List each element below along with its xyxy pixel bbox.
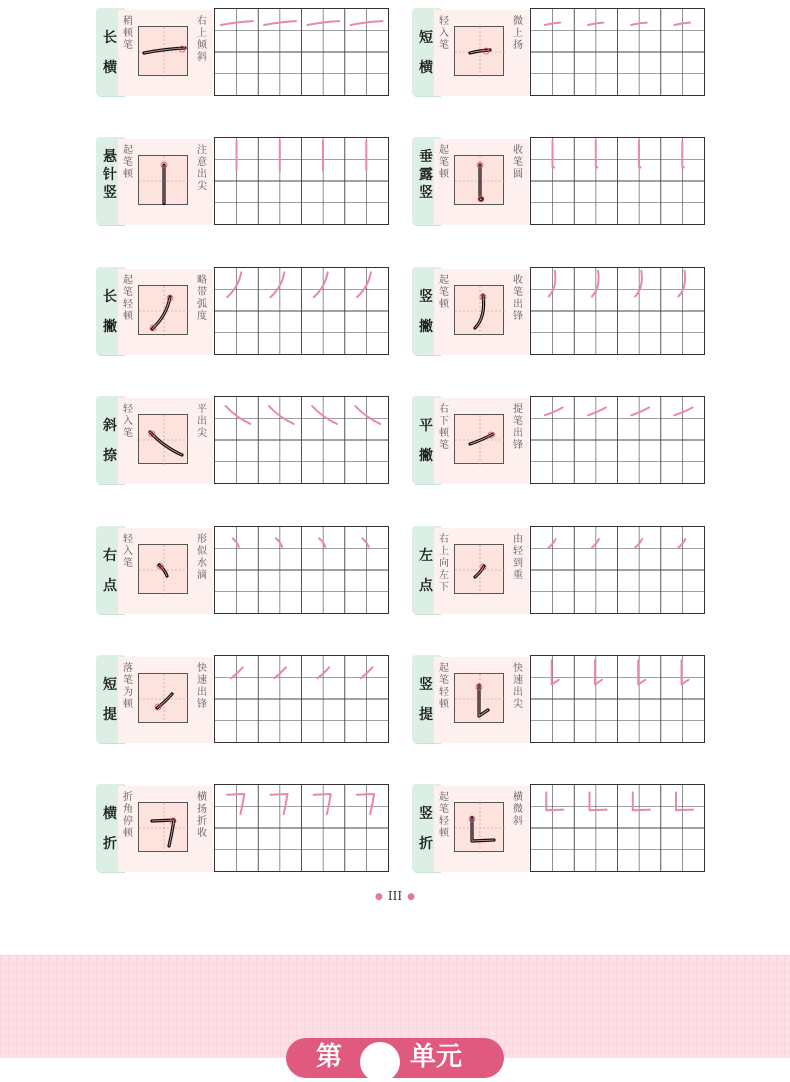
trace-stroke <box>233 538 239 547</box>
demo-stroke-icon <box>455 156 505 206</box>
left-note: 起笔轻顿 <box>439 792 449 839</box>
practice-grid[interactable] <box>530 137 705 225</box>
stroke-block <box>96 396 391 484</box>
left-note: 折角停顿 <box>123 792 133 839</box>
demo-stroke-icon <box>455 27 505 77</box>
stroke-name-char: 悬 <box>103 149 117 165</box>
stroke-block <box>412 8 707 96</box>
demo-area <box>118 657 213 743</box>
trace-stroke <box>355 406 380 424</box>
trace-stroke <box>545 408 563 416</box>
trace-stroke <box>319 538 325 547</box>
demo-area <box>434 10 529 96</box>
stroke-name-char: 横 <box>419 60 433 76</box>
left-note: 起笔顿 <box>439 145 449 180</box>
practice-grid[interactable] <box>530 396 705 484</box>
demo-grid-box <box>138 544 188 594</box>
banner-left-text: 第 <box>316 1042 343 1072</box>
stroke-block <box>96 655 391 743</box>
right-note: 微上扬 <box>513 16 523 51</box>
practice-grid-lines <box>215 397 388 483</box>
practice-grid[interactable] <box>214 396 389 484</box>
trace-stroke <box>635 271 642 297</box>
practice-grid[interactable] <box>214 526 389 614</box>
dot-icon: ● <box>407 892 415 902</box>
left-note: 起笔顿 <box>439 275 449 310</box>
trace-stroke <box>676 792 693 810</box>
stroke-name-char: 竖 <box>419 677 433 693</box>
demo-stroke-icon <box>139 156 189 206</box>
banner-right-text: 单元 <box>410 1042 463 1072</box>
right-note: 快速出尖 <box>513 663 523 710</box>
stroke-name-char: 针 <box>103 167 117 183</box>
left-note: 起笔轻顿 <box>439 663 449 710</box>
demo-area <box>434 139 529 225</box>
trace-stroke <box>631 408 649 416</box>
demo-grid-box <box>138 26 188 76</box>
demo-area <box>118 528 213 614</box>
trace-stroke <box>592 539 599 548</box>
trace-stroke <box>590 792 607 810</box>
trace-stroke <box>596 141 598 168</box>
trace-stroke <box>639 141 641 168</box>
right-note: 横微斜 <box>513 792 523 827</box>
right-note: 右上倾斜 <box>197 16 207 63</box>
practice-grid[interactable] <box>214 137 389 225</box>
stroke-block <box>96 267 391 355</box>
stroke-name-char: 点 <box>103 578 117 594</box>
demo-grid-box <box>454 802 504 852</box>
trace-stroke <box>357 794 374 814</box>
practice-grid-lines <box>215 785 388 871</box>
stroke-name-char: 长 <box>103 289 117 305</box>
page-number-text: III <box>387 889 403 903</box>
stroke-block <box>96 784 391 872</box>
trace-stroke <box>549 271 556 297</box>
stroke-path <box>152 297 170 329</box>
stroke-name-char: 撇 <box>419 319 433 335</box>
stroke-name-char: 竖 <box>419 806 433 822</box>
practice-grid-lines <box>531 138 704 224</box>
page-number <box>0 889 790 903</box>
stroke-name-char: 竖 <box>419 289 433 305</box>
left-note: 落笔为顿 <box>123 663 133 710</box>
practice-grid-lines <box>531 268 704 354</box>
trace-stroke <box>276 538 282 547</box>
right-note: 收笔出锋 <box>513 275 523 322</box>
right-note: 平出尖 <box>197 404 207 439</box>
trace-stroke <box>546 792 563 810</box>
right-note: 横扬折收 <box>197 792 207 839</box>
demo-grid-box <box>138 673 188 723</box>
stroke-name-char: 竖 <box>419 185 433 201</box>
trace-stroke <box>312 406 337 424</box>
stroke-name-char: 点 <box>419 578 433 594</box>
practice-grid-lines <box>215 9 388 95</box>
demo-grid-box <box>138 802 188 852</box>
left-note: 轻入笔 <box>439 16 449 51</box>
left-note: 轻入笔 <box>123 404 133 439</box>
demo-stroke-icon <box>139 27 189 77</box>
demo-stroke-icon <box>139 286 189 336</box>
unit-banner <box>286 1038 504 1078</box>
demo-grid-box <box>138 155 188 205</box>
left-note: 起笔轻顿 <box>123 275 133 322</box>
demo-stroke-icon <box>455 674 505 724</box>
demo-grid-box <box>454 673 504 723</box>
demo-stroke-icon <box>139 545 189 595</box>
right-note: 快速出锋 <box>197 663 207 710</box>
demo-grid-box <box>454 285 504 335</box>
stroke-block <box>96 137 391 225</box>
left-note: 右上向左下 <box>439 534 449 593</box>
demo-grid-box <box>454 414 504 464</box>
trace-stroke <box>588 408 606 416</box>
trace-stroke <box>362 538 368 547</box>
stroke-name-char: 竖 <box>103 185 117 201</box>
stroke-name-char: 横 <box>103 60 117 76</box>
demo-area <box>434 786 529 872</box>
trace-stroke <box>227 794 244 814</box>
right-note: 提笔出锋 <box>513 404 523 451</box>
demo-area <box>434 657 529 743</box>
left-note: 轻入笔 <box>123 534 133 569</box>
stroke-block <box>412 137 707 225</box>
stroke-block <box>412 267 707 355</box>
demo-grid-box <box>138 285 188 335</box>
stroke-block <box>412 396 707 484</box>
demo-stroke-icon <box>455 545 505 595</box>
trace-stroke <box>314 794 331 814</box>
practice-grid-lines <box>531 656 704 742</box>
trace-stroke <box>226 406 251 424</box>
stroke-name-char: 右 <box>103 548 117 564</box>
stroke-path <box>152 820 174 846</box>
demo-grid-box <box>454 155 504 205</box>
stroke-name-char: 捺 <box>103 448 117 464</box>
right-note: 由轻到重 <box>513 534 523 581</box>
stroke-block <box>412 526 707 614</box>
trace-stroke <box>314 272 328 297</box>
left-note: 右下顿笔 <box>439 404 449 451</box>
stroke-name-char: 提 <box>103 707 117 723</box>
demo-area <box>118 398 213 484</box>
stroke-name-char: 短 <box>103 677 117 693</box>
stroke-block <box>96 8 391 96</box>
practice-grid-lines <box>215 268 388 354</box>
demo-area <box>118 10 213 96</box>
stroke-name-char: 垂 <box>419 149 433 165</box>
left-note: 起笔顿 <box>123 145 133 180</box>
stroke-name-char: 折 <box>419 836 433 852</box>
demo-stroke-icon <box>139 803 189 853</box>
demo-grid-box <box>138 414 188 464</box>
practice-grid-lines <box>531 397 704 483</box>
demo-area <box>118 139 213 225</box>
practice-grid-lines <box>215 527 388 613</box>
banner-circle <box>360 1042 400 1082</box>
stroke-name-char: 短 <box>419 30 433 46</box>
stroke-name-char: 平 <box>419 418 433 434</box>
trace-stroke <box>678 539 685 548</box>
trace-stroke <box>357 272 371 297</box>
practice-grid-lines <box>531 9 704 95</box>
demo-area <box>434 269 529 355</box>
trace-stroke <box>269 406 294 424</box>
trace-stroke <box>678 271 685 297</box>
trace-stroke <box>635 539 642 548</box>
stroke-name-char: 露 <box>419 167 433 183</box>
demo-stroke-icon <box>139 415 189 465</box>
stroke-block <box>412 655 707 743</box>
stroke-path <box>472 818 494 841</box>
practice-grid[interactable] <box>530 8 705 96</box>
trace-stroke <box>553 141 555 168</box>
practice-grid[interactable] <box>530 784 705 872</box>
right-note: 形似水滴 <box>197 534 207 581</box>
practice-grid[interactable] <box>530 526 705 614</box>
practice-grid[interactable] <box>214 8 389 96</box>
demo-area <box>434 528 529 614</box>
practice-grid-lines <box>215 138 388 224</box>
demo-stroke-icon <box>139 674 189 724</box>
demo-stroke-icon <box>455 415 505 465</box>
demo-stroke-icon <box>455 286 505 336</box>
trace-stroke <box>227 272 241 297</box>
left-note: 稍顿笔 <box>123 16 133 51</box>
demo-stroke-icon <box>455 803 505 853</box>
demo-area <box>434 398 529 484</box>
practice-grid[interactable] <box>530 267 705 355</box>
trace-stroke <box>592 271 599 297</box>
stroke-name-char: 横 <box>103 806 117 822</box>
stroke-name-char: 撇 <box>103 319 117 335</box>
trace-stroke <box>270 794 287 814</box>
stroke-block <box>96 526 391 614</box>
stroke-name-char: 折 <box>103 836 117 852</box>
trace-stroke <box>633 792 650 810</box>
stroke-name-char: 提 <box>419 707 433 723</box>
right-note: 收笔圆 <box>513 145 523 180</box>
demo-grid-box <box>454 544 504 594</box>
practice-grid[interactable] <box>214 784 389 872</box>
practice-grid-lines <box>215 656 388 742</box>
practice-grid[interactable] <box>530 655 705 743</box>
dot-icon: ● <box>375 892 383 902</box>
practice-grid-lines <box>531 527 704 613</box>
practice-grid[interactable] <box>214 655 389 743</box>
practice-grid-lines <box>531 785 704 871</box>
stroke-block <box>412 784 707 872</box>
demo-area <box>118 269 213 355</box>
stroke-name-char: 撇 <box>419 448 433 464</box>
practice-grid[interactable] <box>214 267 389 355</box>
trace-stroke <box>270 272 284 297</box>
trace-stroke <box>549 539 556 548</box>
demo-grid-box <box>454 26 504 76</box>
demo-area <box>118 786 213 872</box>
trace-stroke <box>674 408 692 416</box>
stroke-name-char: 长 <box>103 30 117 46</box>
right-note: 注意出尖 <box>197 145 207 192</box>
stroke-name-char: 左 <box>419 548 433 564</box>
right-note: 略带弧度 <box>197 275 207 322</box>
trace-stroke <box>682 141 684 168</box>
stroke-name-char: 斜 <box>103 418 117 434</box>
